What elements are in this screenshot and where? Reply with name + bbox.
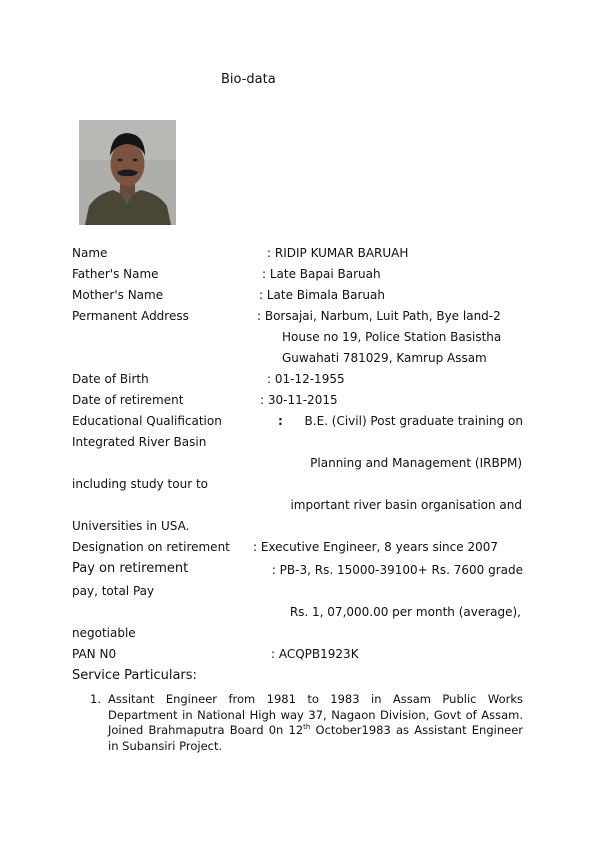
pay-line-2: pay, total Pay (72, 584, 155, 598)
profile-photo (79, 120, 176, 225)
education-line-4: including study tour to (72, 477, 209, 491)
education-line-1: B.E. (Civil) Post graduate training on (304, 414, 523, 428)
pay-line-1: : PB-3, Rs. 15000-39100+ Rs. 7600 grade (271, 563, 523, 577)
pan-value: : ACQPB1923K (271, 647, 359, 661)
designation-label: Designation on retirement (72, 540, 230, 554)
education-line-3: Planning and Management (IRBPM) (310, 456, 522, 470)
education-line-2: Integrated River Basin (72, 435, 207, 449)
address-label: Permanent Address (72, 309, 189, 323)
pay-line-3: Rs. 1, 07,000.00 per month (average), (289, 605, 521, 619)
dob-value: : 01-12-1955 (267, 372, 345, 386)
pay-line-4: negotiable (72, 626, 136, 640)
service-item-text (108, 692, 523, 754)
designation-value: : Executive Engineer, 8 years since 2007 (253, 540, 498, 554)
page-title: Bio-data (221, 72, 276, 87)
address-line-3: Guwahati 781029, Kamrup Assam (282, 351, 487, 365)
service-item-text-part-2: October1983 as Assistant Engineer in Subansiri Project. (108, 723, 523, 753)
service-item-text-part-1: Assitant Engineer from 1981 to 1983 in Assam Public Works Department in National High way 37, Nagaon Division, Govt of Assam. Joined Brahmaputra Board 0n 12 (108, 692, 523, 738)
service-item-number: 1. (90, 692, 101, 706)
education-label: Educational Qualification (72, 414, 222, 428)
address-line-1: : Borsajai, Narbum, Luit Path, Bye land-2 (257, 309, 501, 323)
pan-label: PAN N0 (72, 647, 117, 661)
education-colon: : (278, 414, 283, 428)
service-list-item (90, 692, 523, 754)
mother-name-label: Mother's Name (72, 288, 164, 302)
retirement-date-label: Date of retirement (72, 393, 184, 407)
name-value: : RIDIP KUMAR BARUAH (267, 246, 409, 260)
service-item-superscript: th (303, 723, 311, 732)
education-line-5: important river basin organisation and (290, 498, 522, 512)
service-heading: Service Particulars: (72, 668, 197, 683)
father-name-label: Father's Name (72, 267, 159, 281)
name-label: Name (72, 246, 108, 260)
retirement-date-value: : 30-11-2015 (260, 393, 338, 407)
mother-name-value: : Late Bimala Baruah (259, 288, 385, 302)
dob-label: Date of Birth (72, 372, 149, 386)
address-line-2: House no 19, Police Station Basistha (282, 330, 502, 344)
father-name-value: : Late Bapai Baruah (262, 267, 381, 281)
pay-label: Pay on retirement (72, 561, 189, 576)
education-line-6: Universities in USA. (72, 519, 190, 533)
